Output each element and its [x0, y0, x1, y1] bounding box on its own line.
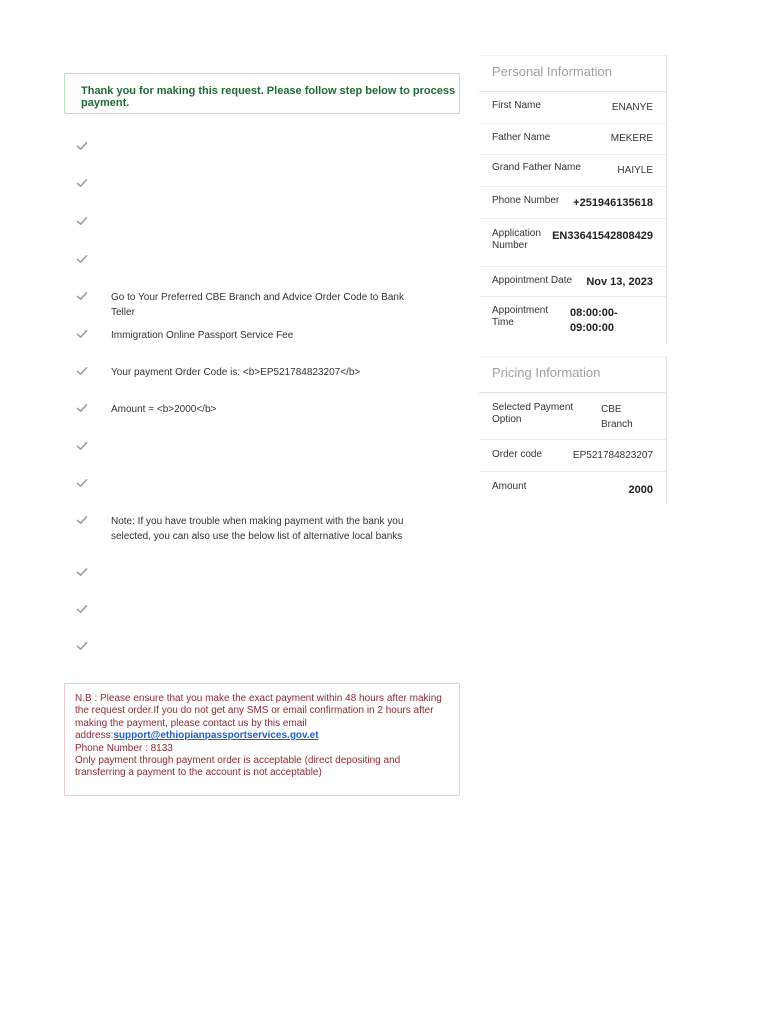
success-message: Thank you for making this request. Please follow step below to process payment. [81, 85, 456, 109]
appointment-time-value: 08:00:00-09:00:00 [570, 307, 618, 334]
father-name-value: MEKERE [610, 133, 653, 144]
check-icon [76, 365, 90, 379]
first-name-row [479, 92, 666, 124]
check-icon [76, 140, 90, 154]
check-icon [76, 177, 90, 191]
pricing-information-title: Pricing Information [479, 356, 666, 393]
appointment-time-label: Appointment Time [492, 305, 549, 328]
order-code-value: EP521784823207 [572, 450, 653, 461]
step-text: Your payment Order Code is: <b>EP521784823207</b> [111, 367, 361, 378]
step-text: Immigration Online Passport Service Fee [111, 330, 294, 341]
step-text: Note: If you have trouble when making payment with the bank you selected, you can also use the below list of alternative local banks [111, 516, 404, 542]
order-code-label: Order code [492, 449, 543, 460]
success-alert [64, 73, 460, 114]
grandfather-name-row [479, 155, 666, 187]
check-icon [76, 290, 90, 304]
check-icon [76, 477, 90, 491]
phone-number-row [479, 187, 666, 219]
amount-row [479, 472, 666, 505]
notice-text: N.B : Please ensure that you make the exact payment within 48 hours after making the request order.If you do not get any SMS or email confirmation in 2 hours after making the payment, please contact us by this email address: [75, 693, 442, 742]
application-number-label: Application Number [492, 228, 541, 251]
payment-notice-alert [64, 683, 460, 796]
phone-number-value: +251946135618 [573, 197, 653, 209]
check-icon [76, 603, 90, 617]
step-text: Amount = <b>2000</b> [111, 404, 217, 415]
first-name-label: First Name [492, 100, 541, 111]
payment-option-value: CBE Branch [601, 404, 633, 430]
phone-number-label: Phone Number [492, 195, 560, 206]
check-icon [76, 402, 90, 416]
application-number-value: EN33641542808429 [552, 230, 653, 242]
first-name-value: ENANYE [611, 102, 653, 113]
payment-option-label: Selected Payment Option [492, 402, 574, 425]
check-icon [76, 215, 90, 229]
step-text: Go to Your Preferred CBE Branch and Advice Order Code to Bank Teller [111, 292, 404, 318]
appointment-date-label: Appointment Date [492, 275, 573, 286]
appointment-date-value: Nov 13, 2023 [586, 276, 653, 288]
personal-information-panel [479, 55, 667, 345]
grandfather-name-value: HAIYLE [617, 165, 653, 176]
pricing-information-panel [479, 356, 667, 505]
check-icon [76, 566, 90, 580]
notice-phone: Phone Number : 8133 [75, 742, 173, 754]
payment-option-row [479, 393, 666, 440]
check-icon [76, 514, 90, 528]
notice-policy: Only payment through payment order is acceptable (direct depositing and transferring a payment to the account is not acceptable) [75, 755, 401, 779]
check-icon [76, 640, 90, 654]
appointment-date-row [479, 267, 666, 297]
application-number-row [479, 219, 666, 267]
amount-label: Amount [492, 481, 527, 492]
check-icon [76, 253, 90, 267]
check-icon [76, 440, 90, 454]
check-icon [76, 328, 90, 342]
grandfather-name-label: Grand Father Name [492, 162, 581, 173]
appointment-time-row [479, 297, 666, 345]
personal-information-title: Personal Information [479, 55, 666, 92]
father-name-label: Father Name [492, 132, 551, 143]
order-code-row [479, 440, 666, 472]
support-email-link[interactable]: support@ethiopianpassportservices.gov.et [113, 730, 319, 742]
amount-value: 2000 [628, 484, 653, 496]
father-name-row [479, 124, 666, 155]
